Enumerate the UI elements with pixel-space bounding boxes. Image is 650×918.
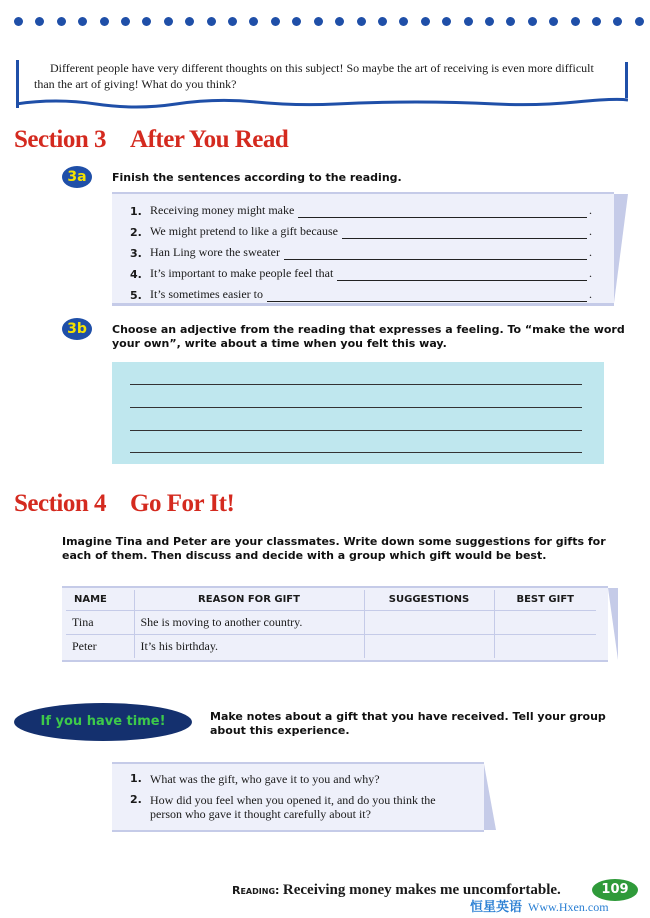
border-dot xyxy=(207,17,216,26)
writing-line[interactable] xyxy=(130,384,582,385)
border-dot xyxy=(635,17,644,26)
border-dot xyxy=(528,17,537,26)
answer-blank[interactable] xyxy=(337,270,587,281)
activity-3b-badge: 3b xyxy=(62,318,92,340)
border-dot xyxy=(357,17,366,26)
cell-best-gift[interactable] xyxy=(494,610,596,634)
fill-item-text: We might pretend to like a gift because xyxy=(150,224,338,238)
fill-item-text: Receiving money might make xyxy=(150,203,295,217)
border-dot xyxy=(314,17,323,26)
intro-text: Different people have very different thoughts on this subject! So maybe the art of receiving is even more difficult than the art of giving! What do you think? xyxy=(34,61,594,91)
question-text: What was the gift, who gave it to you and why? xyxy=(150,772,380,786)
footer-label: Reading: xyxy=(232,884,280,897)
question-2 xyxy=(130,793,470,821)
cell-name: Tina xyxy=(66,610,134,634)
question-1 xyxy=(130,772,470,786)
border-dot xyxy=(399,17,408,26)
border-dot xyxy=(228,17,237,26)
border-dot xyxy=(292,17,301,26)
border-dot xyxy=(549,17,558,26)
writing-line[interactable] xyxy=(130,452,582,453)
cell-suggestions[interactable] xyxy=(364,610,494,634)
footer-title: Receiving money makes me uncomfortable. xyxy=(282,882,561,898)
section-4-heading xyxy=(14,490,234,518)
gift-table xyxy=(66,590,596,658)
answer-blank[interactable] xyxy=(298,207,587,218)
decorative-dot-border xyxy=(14,17,644,29)
watermark-text: 恒星英语 xyxy=(470,900,523,915)
cell-suggestions[interactable] xyxy=(364,634,494,658)
fill-item-4 xyxy=(130,265,592,281)
fill-item-number: 2. xyxy=(130,226,142,239)
blank-period: . xyxy=(589,266,592,280)
fill-item-text: It’s sometimes easier to xyxy=(150,287,263,301)
fill-in-box xyxy=(112,192,614,306)
border-dot xyxy=(378,17,387,26)
fill-item-number: 3. xyxy=(130,247,142,260)
border-dot xyxy=(78,17,87,26)
question-text: How did you feel when you opened it, and do you think the person who gave it thought carefully about it? xyxy=(150,793,436,821)
section-4-number: Section 4 xyxy=(14,490,107,517)
question-number: 2. xyxy=(130,793,142,806)
table-row xyxy=(66,610,596,634)
border-dot xyxy=(613,17,622,26)
fill-item-1 xyxy=(130,202,592,218)
border-dot xyxy=(271,17,280,26)
table-box-edge xyxy=(608,588,618,660)
border-dot xyxy=(592,17,601,26)
border-dot xyxy=(100,17,109,26)
border-dot xyxy=(506,17,515,26)
border-dot xyxy=(164,17,173,26)
border-dot xyxy=(442,17,451,26)
notes-box-edge xyxy=(484,764,496,830)
border-dot xyxy=(464,17,473,26)
site-watermark xyxy=(470,896,609,915)
writing-line[interactable] xyxy=(130,407,582,408)
question-number: 1. xyxy=(130,772,142,785)
table-row xyxy=(66,634,596,658)
blank-period: . xyxy=(589,203,592,217)
border-dot xyxy=(14,17,23,26)
watermark-url: Www.Hxen.com xyxy=(528,900,609,914)
answer-blank[interactable] xyxy=(284,249,587,260)
cell-best-gift[interactable] xyxy=(494,634,596,658)
cell-name: Peter xyxy=(66,634,134,658)
border-dot xyxy=(335,17,344,26)
wavy-underline xyxy=(16,96,628,110)
section-3-heading xyxy=(14,126,288,154)
writing-box xyxy=(112,362,604,464)
border-dot xyxy=(185,17,194,26)
section-3-number: Section 3 xyxy=(14,126,107,153)
fill-item-3 xyxy=(130,244,592,260)
cell-reason: She is moving to another country. xyxy=(134,610,364,634)
writing-line[interactable] xyxy=(130,430,582,431)
border-dot xyxy=(35,17,44,26)
box-3a-edge xyxy=(614,194,628,303)
blank-period: . xyxy=(589,287,592,301)
activity-3a-instruction: Finish the sentences according to the reading. xyxy=(112,171,402,184)
fill-item-text: It’s important to make people feel that xyxy=(150,266,334,280)
border-dot xyxy=(121,17,130,26)
fill-item-number: 4. xyxy=(130,268,142,281)
fill-item-text: Han Ling wore the sweater xyxy=(150,245,280,259)
border-dot xyxy=(571,17,580,26)
if-you-have-time-label: If you have time! xyxy=(14,703,192,741)
activity-3a-badge: 3a xyxy=(62,166,92,188)
activity-3b-instruction: Choose an adjective from the reading that expresses a feeling. To “make the word your own”, write about a time when you felt this way. xyxy=(112,323,625,350)
fill-item-number: 1. xyxy=(130,205,142,218)
section-4-title: Go For It! xyxy=(130,490,235,517)
fill-item-5 xyxy=(130,286,592,302)
extra-instruction: Make notes about a gift that you have received. Tell your group about this experience. xyxy=(210,710,606,737)
answer-blank[interactable] xyxy=(342,228,587,239)
gift-table-box xyxy=(62,586,608,662)
border-dot xyxy=(249,17,258,26)
col-header-suggestions: SUGGESTIONS xyxy=(364,590,494,610)
intro-callout xyxy=(16,56,628,116)
col-header-best-gift: BEST GIFT xyxy=(494,590,596,610)
fill-item-number: 5. xyxy=(130,289,142,302)
callout-right-bar xyxy=(625,62,628,98)
section-4-instruction: Imagine Tina and Peter are your classmates. Write down some suggestions for gifts for each of them. Then discuss and decide with a group which gift would be best. xyxy=(62,535,606,562)
section-3-title: After You Read xyxy=(130,126,289,153)
col-header-name: NAME xyxy=(66,590,134,610)
table-header-row xyxy=(66,590,596,610)
border-dot xyxy=(421,17,430,26)
cell-reason: It’s his birthday. xyxy=(134,634,364,658)
col-header-reason: REASON FOR GIFT xyxy=(134,590,364,610)
fill-item-2 xyxy=(130,223,592,239)
answer-blank[interactable] xyxy=(267,291,587,302)
blank-period: . xyxy=(589,224,592,238)
border-dot xyxy=(485,17,494,26)
border-dot xyxy=(142,17,151,26)
border-dot xyxy=(57,17,66,26)
notes-box xyxy=(112,762,484,832)
page-number: 109 xyxy=(592,879,638,901)
blank-period: . xyxy=(589,245,592,259)
